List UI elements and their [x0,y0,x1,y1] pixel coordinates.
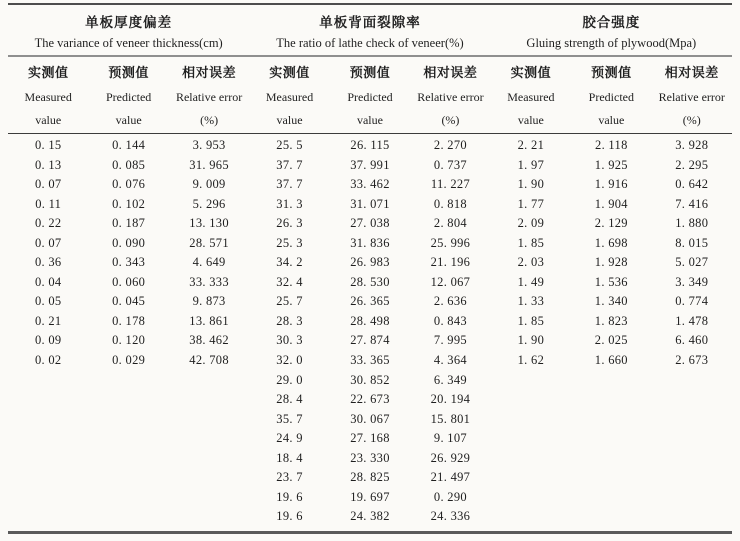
veneer-plywood-table [8,3,732,534]
table-cell: 7. 416 [675,196,709,211]
table-cell: 0. 36 [34,255,62,270]
table-cell: 19. 6 [276,509,303,524]
table-cell [491,390,571,410]
table-row [8,234,732,254]
table-cell: 2. 03 [517,255,545,270]
table-cell: 31. 3 [276,196,303,211]
table-cell [88,507,168,527]
table-cell: 0. 09 [34,333,62,348]
table-row [8,273,732,293]
table-cell: 0. 737 [433,157,467,172]
column-unit: (%) [200,113,219,127]
table-row [8,175,732,195]
table-cell: 8. 015 [675,235,709,250]
group-header-row [8,5,732,57]
table-cell: 1. 916 [594,177,628,192]
table-cell: 2. 295 [675,157,709,172]
table-cell [571,390,651,410]
table-cell: 33. 365 [350,353,390,368]
table-cell: 9. 873 [192,294,226,309]
column-title-en: Measured [24,90,72,104]
table-cell [8,488,88,508]
table-cell: 26. 983 [350,255,390,270]
table-cell [652,449,732,469]
column-header-2-3 [410,57,490,133]
table-cell: 28. 4 [276,392,303,407]
group-title-zh: 单板背面裂隙率 [319,15,421,30]
column-title-zh: 预测值 [108,65,149,80]
table-cell [88,410,168,430]
table-cell [8,371,88,391]
table-cell: 26. 115 [350,138,390,152]
table-cell: 11. 227 [430,177,470,192]
table-cell: 37. 7 [276,157,303,172]
group-header-1 [8,5,249,55]
table-cell: 9. 009 [192,177,226,192]
group-title-zh: 胶合强度 [582,15,641,30]
column-title-zh: 实测值 [269,65,310,80]
table-cell: 32. 4 [276,274,303,289]
table-cell: 0. 290 [433,489,467,504]
table-cell: 19. 6 [276,489,303,504]
table-cell: 27. 168 [350,431,390,446]
group-header-2 [249,5,490,55]
table-cell: 38. 462 [189,333,229,348]
table-row [8,136,732,156]
table-cell [8,410,88,430]
table-cell: 2. 118 [595,138,628,152]
table-cell: 1. 880 [675,216,709,231]
table-cell: 15. 801 [430,411,471,426]
table-cell: 0. 343 [112,255,146,270]
column-title-zh: 实测值 [27,65,69,80]
column-unit: value [276,113,303,127]
table-cell: 1. 33 [517,294,545,309]
table-cell: 1. 904 [594,196,628,211]
table-cell: 25. 3 [276,235,303,250]
table-cell: 0. 774 [675,294,709,309]
table-cell: 4. 649 [192,255,226,270]
column-title-en: Measured [507,90,555,104]
table-cell: 0. 076 [112,177,146,192]
column-unit: (%) [441,113,460,127]
column-header-row [8,57,732,134]
table-cell [169,468,249,488]
table-row [8,488,732,508]
table-cell: 2. 673 [675,353,709,368]
table-cell: 0. 818 [433,196,467,211]
table-cell: 12. 067 [430,274,471,289]
table-row [8,449,732,469]
table-cell: 1. 49 [517,274,545,289]
table-cell: 28. 571 [189,235,229,250]
table-row [8,351,732,371]
table-cell: 1. 97 [517,157,545,172]
table-cell [491,371,571,391]
table-cell: 30. 3 [276,333,303,348]
table-cell [652,429,732,449]
table-cell: 13. 130 [189,216,229,231]
table-cell: 0. 02 [34,353,62,368]
table-row [8,371,732,391]
table-row [8,390,732,410]
table-cell: 0. 22 [34,216,62,231]
column-title-zh: 预测值 [349,65,391,80]
table-cell [652,507,732,527]
table-cell: 6. 460 [675,333,709,348]
table-cell: 26. 365 [350,294,390,309]
table-cell [169,488,249,508]
table-cell: 24. 9 [276,431,303,446]
table-cell: 0. 085 [112,157,146,172]
table-cell: 0. 21 [34,313,62,328]
column-title-zh: 预测值 [591,65,632,80]
table-cell: 2. 09 [517,216,545,231]
table-cell: 33. 333 [189,274,229,289]
table-cell: 24. 382 [350,509,390,524]
table-cell: 1. 928 [594,255,628,270]
table-cell: 0. 090 [112,235,146,250]
table-cell: 2. 804 [433,216,467,231]
table-cell: 0. 642 [675,177,709,192]
table-cell [571,371,651,391]
table-cell [652,371,732,391]
table-cell [88,390,168,410]
column-unit: (%) [682,113,701,127]
table-cell [8,390,88,410]
table-cell: 31. 071 [350,196,390,211]
table-cell: 1. 925 [594,157,628,172]
table-cell: 20. 194 [430,392,471,407]
table-cell: 33. 462 [350,177,390,192]
table-cell: 1. 85 [517,313,545,328]
table-cell: 0. 11 [35,196,62,211]
table-cell: 2. 21 [517,138,545,152]
column-title-en: Predicted [105,90,152,104]
table-cell: 0. 05 [34,294,62,309]
table-cell: 1. 90 [517,333,545,348]
table-cell: 31. 836 [350,235,390,250]
column-header-3-2 [571,57,651,133]
table-cell: 0. 029 [112,353,146,368]
column-unit: value [115,113,142,127]
table-cell: 1. 660 [594,353,628,368]
table-cell: 28. 530 [350,274,390,289]
table-cell: 2. 270 [433,138,467,152]
table-cell [491,449,571,469]
table-cell [169,429,249,449]
table-cell: 28. 3 [276,313,303,328]
table-cell: 1. 90 [517,177,545,192]
table-cell: 3. 349 [675,274,709,289]
table-row [8,253,732,273]
table-cell: 0. 07 [34,235,62,250]
table-cell: 37. 7 [276,177,303,192]
table-row [8,429,732,449]
table-row [8,195,732,215]
table-cell: 1. 698 [594,235,628,250]
column-title-zh: 相对误差 [423,65,478,80]
table-cell: 0. 060 [112,274,146,289]
table-cell [88,488,168,508]
table-row [8,507,732,527]
table-cell: 0. 07 [34,177,62,192]
table-cell: 7. 995 [433,333,467,348]
column-header-3-1 [491,57,571,133]
paper-page [0,3,740,541]
table-cell [652,488,732,508]
table-cell: 28. 825 [350,470,390,485]
table-cell: 1. 478 [675,313,709,328]
table-cell: 0. 045 [112,294,146,309]
table-cell: 32. 0 [276,353,303,368]
group-title-en: Gluing strength of plywood(Mpa) [526,36,697,50]
table-cell: 31. 965 [189,157,229,172]
table-cell: 0. 04 [34,274,62,289]
table-cell [8,429,88,449]
table-cell: 35. 7 [276,411,303,426]
table-body [8,134,732,531]
table-cell [571,410,651,430]
table-row [8,312,732,332]
table-cell: 1. 62 [517,353,545,368]
table-cell [169,449,249,469]
table-cell: 27. 038 [350,216,390,231]
table-cell: 0. 13 [34,157,62,172]
table-cell [169,507,249,527]
group-header-3 [491,5,732,55]
table-cell: 0. 120 [112,333,146,348]
table-cell [571,429,651,449]
table-cell [491,507,571,527]
table-cell: 26. 929 [430,450,471,465]
table-cell [169,390,249,410]
table-cell: 0. 102 [112,196,146,211]
table-cell: 2. 129 [594,216,628,231]
table-cell: 23. 330 [350,450,390,465]
table-cell [8,468,88,488]
column-header-1-1 [8,57,88,133]
table-cell: 26. 3 [276,216,303,231]
table-cell: 3. 953 [192,138,226,152]
group-title-zh: 单板厚度偏差 [85,15,173,30]
column-title-zh: 实测值 [510,65,552,80]
table-cell: 0. 187 [112,216,146,231]
table-row [8,468,732,488]
table-cell: 3. 928 [675,138,709,152]
group-title-en: The ratio of lathe check of veneer(%) [276,36,464,50]
column-header-2-1 [249,57,329,133]
column-unit: value [598,113,625,127]
table-cell: 25. 5 [276,138,303,152]
table-cell [652,410,732,430]
table-cell: 0. 178 [112,313,146,328]
table-row [8,410,732,430]
table-cell [491,410,571,430]
group-title-en: The variance of veneer thickness(cm) [34,36,223,50]
table-cell: 22. 673 [350,392,390,407]
column-title-en: Predicted [347,90,393,104]
table-cell: 1. 77 [517,196,545,211]
table-cell: 1. 823 [594,313,628,328]
table-cell: 30. 067 [350,411,390,426]
table-cell [571,468,651,488]
table-cell [571,507,651,527]
table-cell: 6. 349 [433,372,467,387]
table-cell [88,429,168,449]
table-cell [652,390,732,410]
table-cell: 21. 196 [430,255,471,270]
table-cell [491,488,571,508]
table-cell: 5. 296 [192,196,226,211]
table-cell [491,468,571,488]
table-cell [491,429,571,449]
table-cell: 27. 874 [350,333,390,348]
table-cell: 0. 843 [433,313,467,328]
table-cell: 34. 2 [276,255,303,270]
column-header-3-3 [652,57,732,133]
table-cell: 24. 336 [430,509,471,524]
column-title-en: Relative error [417,90,484,104]
table-cell [571,449,651,469]
table-cell: 23. 7 [276,470,303,485]
table-cell: 1. 536 [594,274,628,289]
table-row [8,292,732,312]
table-cell: 25. 7 [276,294,303,309]
column-header-1-3 [169,57,249,133]
table-cell [169,371,249,391]
table-cell: 29. 0 [276,372,303,387]
column-unit: value [35,113,62,127]
table-cell: 28. 498 [350,313,390,328]
table-cell: 4. 364 [433,353,467,368]
table-cell: 1. 340 [594,294,628,309]
table-cell [652,468,732,488]
column-title-en: Relative error [175,90,243,104]
column-unit: value [517,113,544,127]
column-title-zh: 相对误差 [182,65,237,80]
table-cell: 2. 636 [433,294,467,309]
column-title-en: Measured [265,90,314,104]
table-cell: 37. 991 [350,157,390,172]
table-cell: 2. 025 [594,333,628,348]
table-cell: 19. 697 [350,489,390,504]
table-cell [88,468,168,488]
table-cell: 13. 861 [189,313,229,328]
column-header-2-2 [330,57,410,133]
table-row [8,214,732,234]
column-header-1-2 [88,57,168,133]
table-cell: 30. 852 [350,372,390,387]
column-title-en: Predicted [588,90,634,104]
table-row [8,331,732,351]
column-title-en: Relative error [658,90,725,104]
table-cell: 0. 15 [34,138,62,152]
table-cell: 25. 996 [430,235,471,250]
table-cell: 0. 144 [112,138,146,152]
table-cell: 18. 4 [276,450,303,465]
table-cell [88,449,168,469]
table-cell: 5. 027 [675,255,709,270]
table-cell [8,507,88,527]
table-cell: 9. 107 [433,431,467,446]
table-row [8,156,732,176]
column-title-zh: 相对误差 [664,65,719,80]
table-cell [169,410,249,430]
table-cell [571,488,651,508]
column-unit: value [356,113,383,127]
table-cell: 1. 85 [517,235,545,250]
table-cell: 21. 497 [430,470,471,485]
table-cell: 42. 708 [189,353,229,368]
table-cell [88,371,168,391]
table-cell [8,449,88,469]
